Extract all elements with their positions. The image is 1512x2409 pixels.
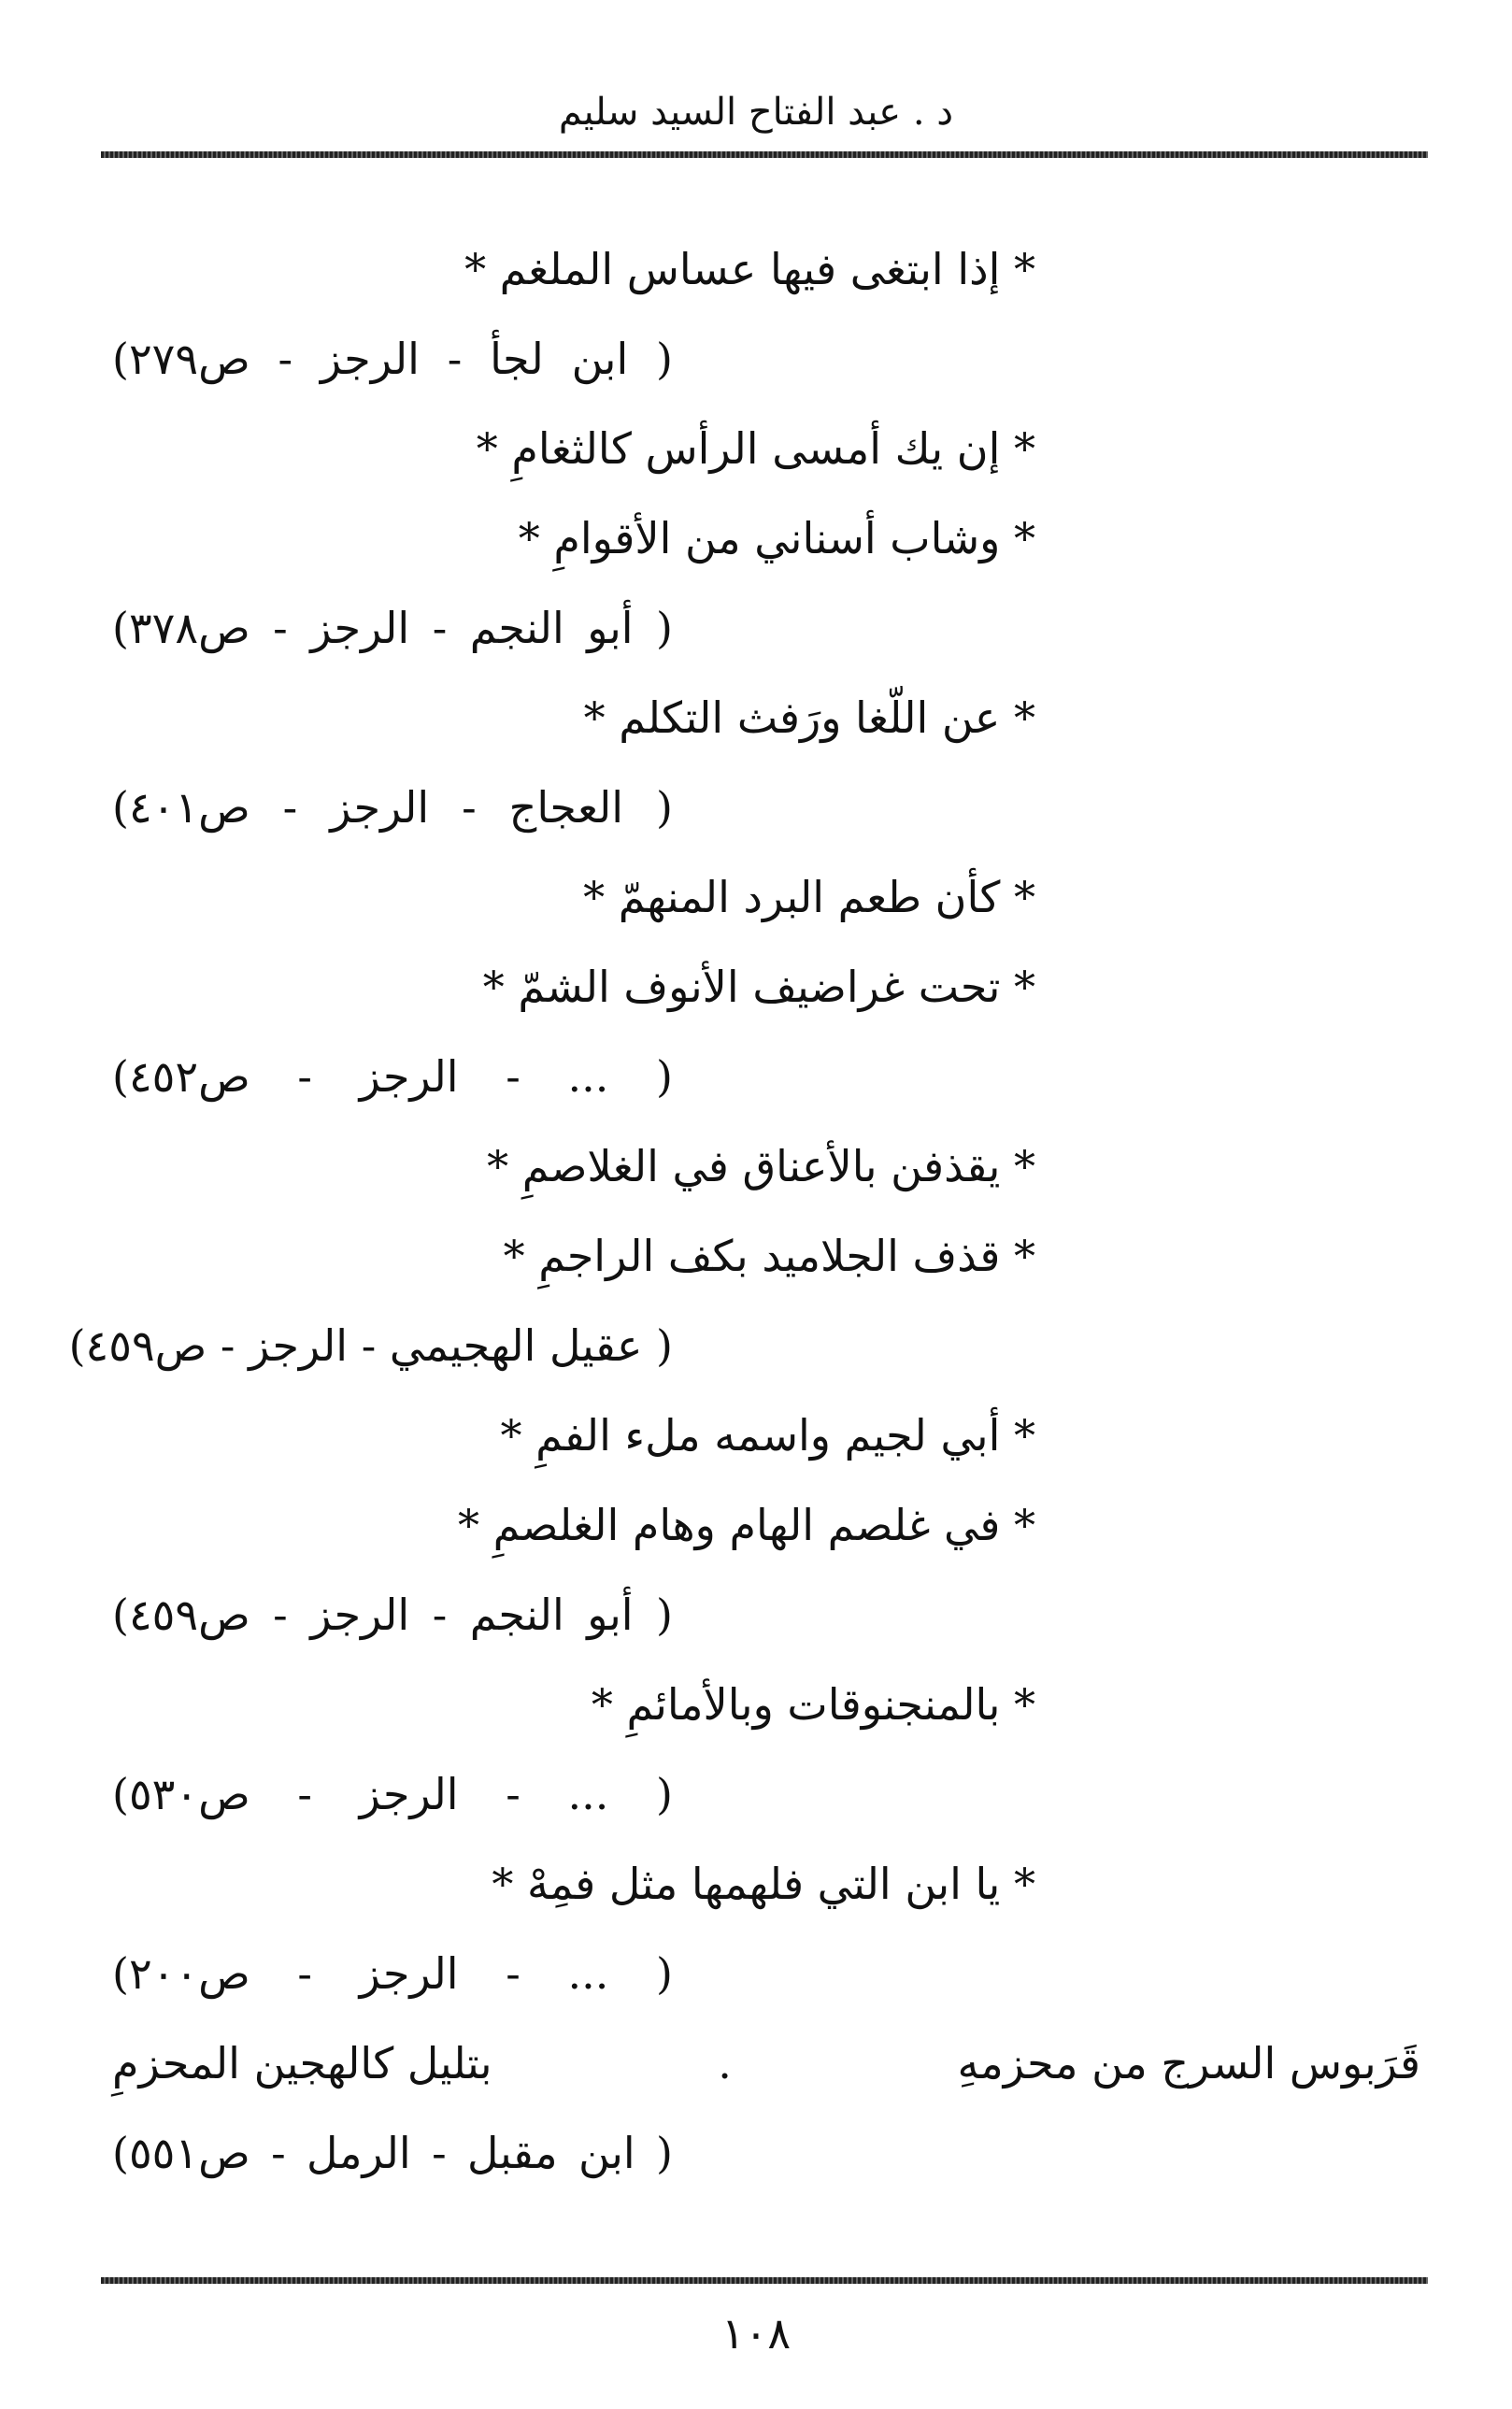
verse-line: * عن اللّغا ورَفث التكلم * [583, 692, 1035, 743]
verse-line: * تحت غراضيف الأنوف الشمّ * [482, 962, 1035, 1012]
couplet-first-hemistich: قَرَبوس السرج من محزمهِ [957, 2038, 1420, 2088]
citation-line: ( ابن لجأ - الرجز - ص٢٧٩) [112, 334, 673, 384]
hemistich-separator: . [718, 2038, 732, 2088]
page-number: ١٠٨ [720, 2308, 792, 2359]
citation-line: ( ابن مقبل - الرمل - ص٥٥١) [112, 2128, 673, 2178]
citation-line: ( العجاج - الرجز - ص٤٠١) [112, 782, 673, 833]
citation-line: ( ... - الرجز - ص٥٣٠) [112, 1769, 673, 1819]
running-header-author: د . عبد الفتاح السيد سليم [558, 91, 954, 134]
verse-line: * بالمنجنوقات وبالأمائمِ * [591, 1679, 1035, 1730]
verse-line: * أبي لجيم واسمه ملء الفمِ * [500, 1410, 1035, 1461]
citation-line: ( ... - الرجز - ص٤٥٢) [112, 1051, 673, 1102]
verse-line: * يقذفن بالأعناق في الغلاصمِ * [487, 1141, 1035, 1191]
citation-line: ( أبو النجم - الرجز - ص٤٥٩) [112, 1589, 673, 1640]
citation-line: ( أبو النجم - الرجز - ص٣٧٨) [112, 603, 673, 653]
citation-line: ( ... - الرجز - ص٢٠٠) [112, 1948, 673, 1999]
verse-line: * في غلصم الهام وهام الغلصمِ * [457, 1500, 1035, 1550]
verse-line: * كأن طعم البرد المنهمّ * [583, 872, 1035, 922]
footer-rule [101, 2277, 1428, 2284]
couplet-second-hemistich: بتليل كالهجين المحزمِ [112, 2038, 492, 2088]
verse-line: * يا ابن التي فلهمها مثل فمِهْ * [492, 1859, 1035, 1909]
verse-line: * إذا ابتغى فيها عساس الملغم * [464, 244, 1035, 294]
couplet-line [112, 2033, 1420, 2093]
verse-line: * قذف الجلاميد بكف الراجمِ * [503, 1231, 1035, 1281]
verse-line: * إن يك أمسى الرأس كالثغامِ * [476, 423, 1035, 474]
citation-line: ( عقيل الهجيمي - الرجز - ص٤٥٩) [68, 1320, 673, 1371]
verse-line: * وشاب أسناني من الأقوامِ * [518, 513, 1035, 563]
